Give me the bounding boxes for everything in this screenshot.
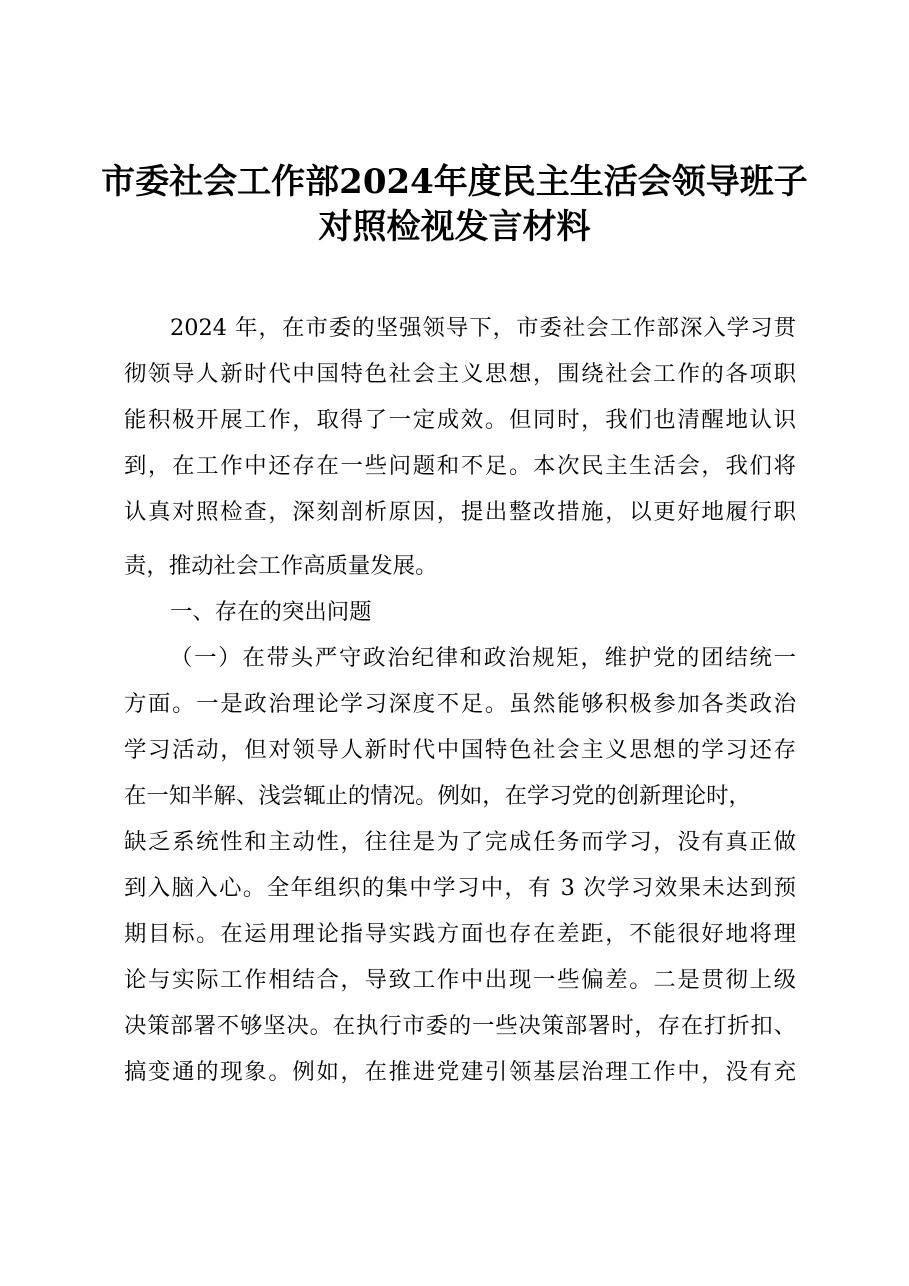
document-title-line-1: 市委社会工作部2024年度民主生活会领导班子 bbox=[101, 162, 808, 202]
intro-line: 2024 年，在市委的坚强领导下，市委社会工作部深入学习贯 bbox=[170, 315, 796, 341]
body-line: 学习活动，但对领导人新时代中国特色社会主义思想的学习还存 bbox=[124, 737, 796, 763]
body-line: 到入脑入心。全年组织的集中学习中，有 3 次学习效果未达到预 bbox=[124, 875, 796, 901]
body-line: 期目标。在运用理论指导实践方面也存在差距，不能很好地将理 bbox=[124, 921, 796, 947]
body-line: 决策部署不够坚决。在执行市委的一些决策部署时，存在打折扣、 bbox=[124, 1013, 796, 1039]
document-title-line-2: 对照检视发言材料 bbox=[318, 207, 591, 247]
intro-line: 能积极开展工作，取得了一定成效。但同时，我们也清醒地认识 bbox=[124, 407, 796, 433]
intro-line: 认真对照检查，深刻剖析原因，提出整改措施，以更好地履行职 bbox=[124, 499, 796, 525]
body-line: （一）在带头严守政治纪律和政治规矩，维护党的团结统一 bbox=[170, 645, 796, 671]
intro-line: 到，在工作中还存在一些问题和不足。本次民主生活会，我们将 bbox=[124, 453, 796, 479]
body-line: 在一知半解、浅尝辄止的情况。例如，在学习党的创新理论时， bbox=[124, 783, 751, 809]
body-line: 论与实际工作相结合，导致工作中出现一些偏差。二是贯彻上级 bbox=[124, 967, 796, 993]
intro-line: 责，推动社会工作高质量发展。 bbox=[124, 553, 438, 579]
body-line: 缺乏系统性和主动性，往往是为了完成任务而学习，没有真正做 bbox=[124, 829, 796, 855]
body-line: 方面。一是政治理论学习深度不足。虽然能够积极参加各类政治 bbox=[124, 691, 796, 717]
intro-line: 彻领导人新时代中国特色社会主义思想，围绕社会工作的各项职 bbox=[124, 361, 796, 387]
section-heading: 一、存在的突出问题 bbox=[170, 599, 372, 625]
body-line: 搞变通的现象。例如，在推进党建引领基层治理工作中，没有充 bbox=[124, 1059, 796, 1085]
